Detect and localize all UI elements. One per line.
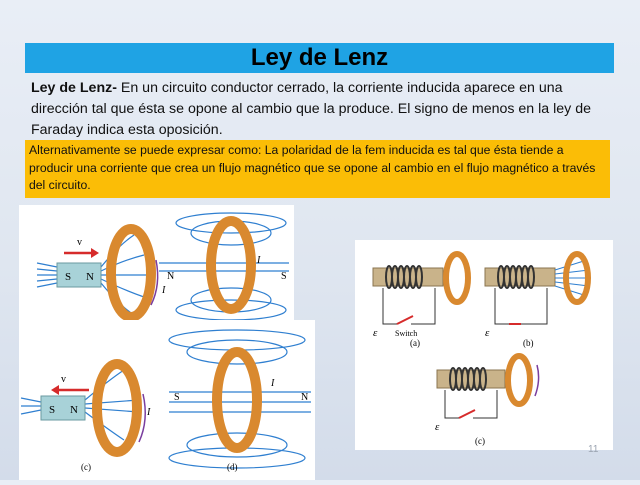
- emf-label-a: ε: [373, 327, 378, 339]
- conducting-ring: [111, 229, 151, 317]
- figure-top-svg: [19, 205, 294, 325]
- intro-paragraph: [31, 78, 616, 141]
- magnet-pole-n: N: [86, 271, 94, 283]
- velocity-label-c: v: [61, 374, 66, 385]
- current-label-d: I: [271, 378, 275, 389]
- page-number: 11: [588, 444, 599, 455]
- figure-magnet-retreat-bottom: [19, 320, 315, 480]
- panel-c-solenoid: [437, 356, 539, 418]
- velocity-left-arrow-icon: [51, 385, 89, 395]
- current-label-c: I: [147, 407, 151, 418]
- pole-n-label-b: N: [167, 271, 175, 282]
- conducting-ring-d: [217, 352, 257, 448]
- panel-b-solenoid: [485, 254, 591, 324]
- caption-d: (d): [227, 462, 238, 472]
- figure-right-svg: [355, 240, 613, 450]
- emf-label-b: ε: [485, 327, 490, 339]
- alternative-statement-text: Alternativamente se puede expresar como: La polaridad de la fem inducida es tal que ésta tiende a producir una corriente que crea un flujo magnético que se opone al cambio en el flujo magnético a través del circuito.: [29, 143, 596, 192]
- figure-bottom-svg: [19, 320, 315, 480]
- pole-s-label-d: S: [174, 392, 180, 403]
- figure-magnet-approach-top: [19, 205, 294, 325]
- intro-bold-term: Ley de Lenz-: [31, 80, 117, 96]
- magnet-pole-s: S: [65, 271, 72, 283]
- magnet-pole-s-c: S: [49, 404, 56, 416]
- caption-right-b: (b): [523, 338, 534, 348]
- panel-a-solenoid: [373, 254, 468, 324]
- velocity-label: v: [77, 237, 82, 248]
- caption-right-a: (a): [410, 338, 420, 348]
- switch-label: Switch: [395, 329, 418, 338]
- pole-n-label-d: N: [301, 392, 309, 403]
- bar-magnet-c: [41, 396, 85, 420]
- conducting-ring-b: [211, 221, 251, 309]
- velocity-arrow-icon: [64, 248, 99, 258]
- slide-title: Ley de Lenz: [25, 43, 614, 73]
- alternative-statement-box: [25, 140, 610, 198]
- conducting-ring-c: [97, 364, 137, 452]
- pole-s-label-b: S: [281, 271, 287, 282]
- bar-magnet: [57, 263, 101, 287]
- figure-solenoid-switch: [355, 240, 613, 450]
- current-label-b: I: [257, 255, 261, 266]
- current-label: I: [162, 285, 166, 296]
- intro-body-text: En un circuito conductor cerrado, la corriente inducida aparece en una dirección tal que ésta se opone al cambio que la produce. El signo de menos en la ley de Faraday indica esta oposición.: [31, 80, 591, 138]
- magnet-pole-n-c: N: [70, 404, 78, 416]
- caption-c: (c): [81, 462, 91, 472]
- emf-label-c: ε: [435, 421, 440, 433]
- caption-right-c: (c): [475, 436, 485, 446]
